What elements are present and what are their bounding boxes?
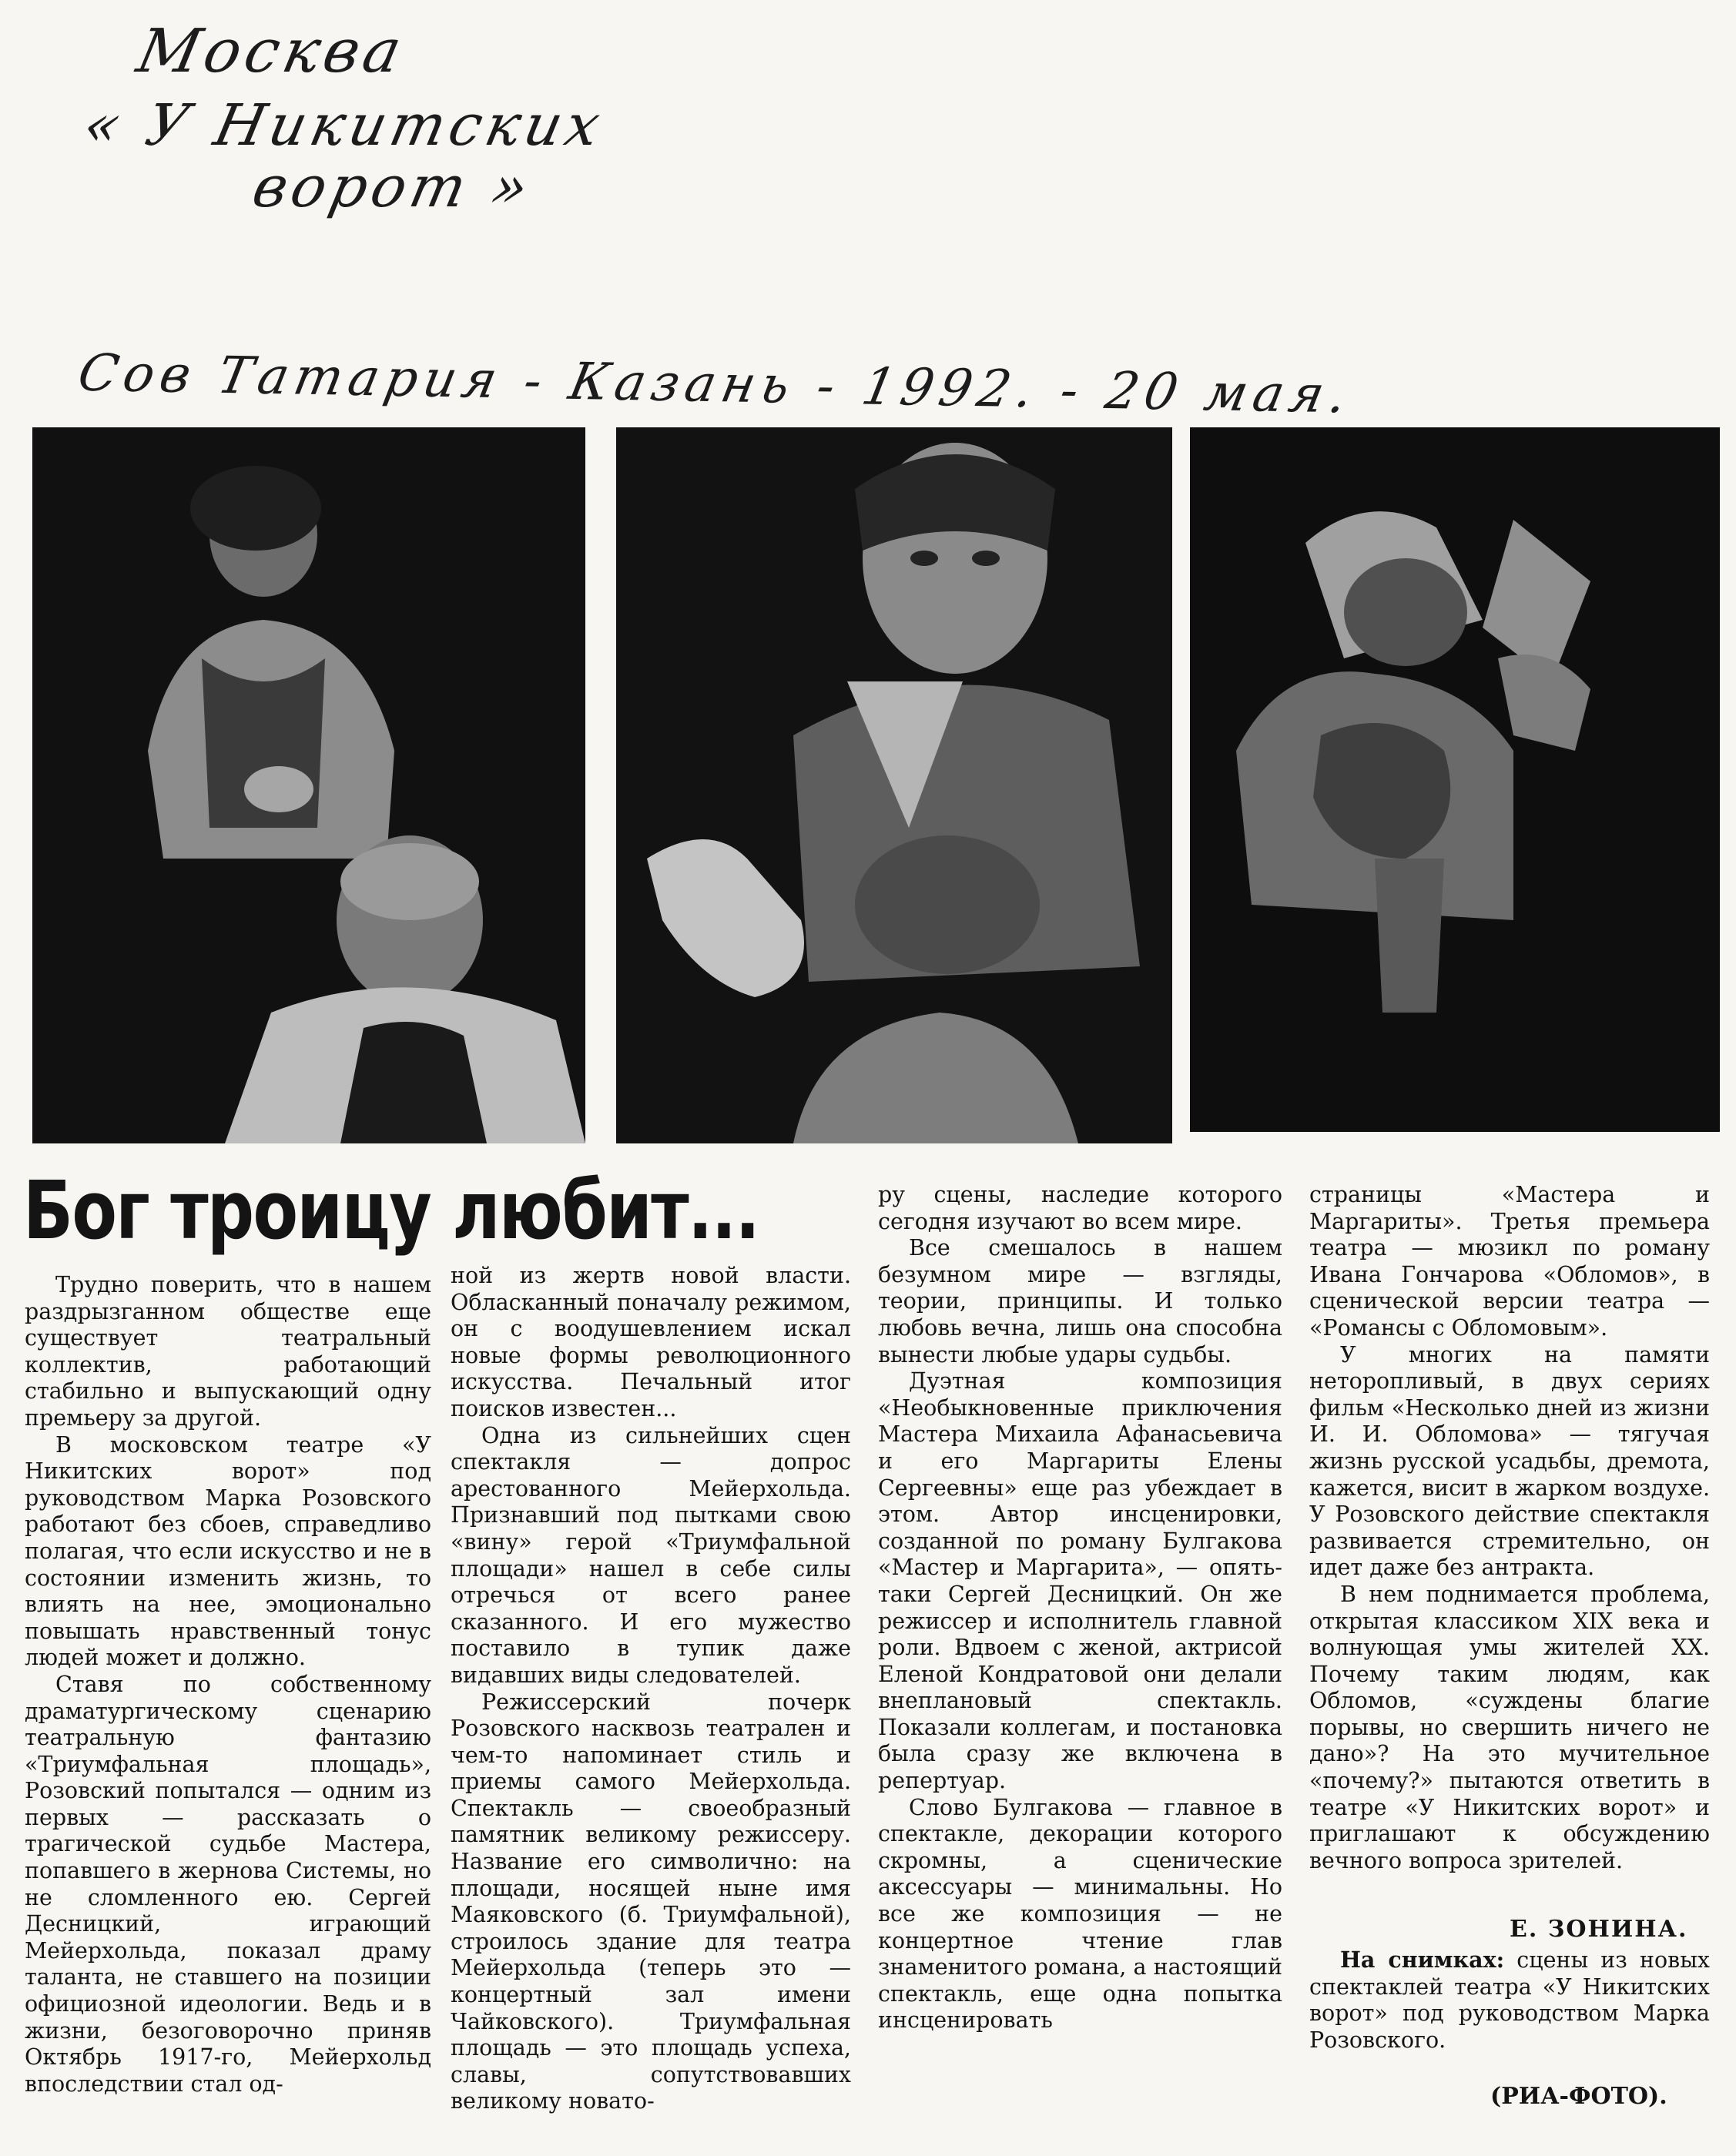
photo-caption [1309,1947,1710,2054]
article-column-2 [451,1263,851,2115]
handwritten-theatre-line2: ворот » [246,154,539,220]
paragraph: ной из жертв новой власти. Обласканный поначалу режимом, он с воодушевлением искал новые формы революционного искусства. Печальный итог поисков известен... [451,1263,851,1421]
paragraph: Одна из сильнейших сцен спектакля — допрос арестованного Мейерхольда. Признавший под пытками свою «вину» герой «Триумфальной площади» нашел в себе силы отречься от всего ранее сказанного. И его мужество поставило в тупик даже видавших виды следователей. [451,1422,851,1688]
paragraph: У многих на памяти неторопливый, в двух сериях фильм «Несколько дней из жизни И. И. Обломова» — тягучая жизнь русской усадьбы, дремота, кажется, висит в жарком воздухе. У Розовского действие спектакля развивается стремительно, он идет даже без антракта. [1309,1341,1710,1581]
photo-performer-close-up [616,427,1172,1143]
article-column-1 [25,1272,431,2097]
article-column-4 [1309,1182,1710,1874]
paragraph: ру сцены, наследие которого сегодня изучают во всем мире. [878,1182,1282,1234]
photo-actress-and-actor [32,427,585,1143]
paragraph: В нем поднимается проблема, открытая классиком XIX века и волнующая умы жителей XX. Почему таким людям, как Обломов, «суждены благие порывы, но свершить ничего не дано»? На это мучительное «почему?» пытаются ответить в театре «У Никитских ворот» и приглашают к обсуждению вечного вопроса зрителей. [1309,1581,1710,1873]
author-signature: Е. ЗОНИНА. [1510,1916,1688,1943]
handwritten-city: Москва [131,17,412,86]
caption-text: сцены из новых спектаклей театра «У Никитских ворот» под руководством Марка Розовского. [1309,1947,1710,2053]
paragraph: Трудно поверить, что в нашем раздрызганном обществе еще существует театральный коллектив, работающий стабильно и выпускающий одну премьеру за другой. [25,1272,431,1431]
caption-label: На снимках: [1340,1947,1505,1973]
paragraph: В московском театре «У Никитских ворот» под руководством Марка Розовского работают без сбоев, справедливо полагая, что если искусство и не в состоянии изменить жизнь, то влиять на нее, эмоционально повышать нравственный тонус людей может и должно. [25,1431,431,1671]
paragraph: Режиссерский почерк Розовского насквозь театрален и чем-то напоминает стиль и приемы самого Мейерхольда. Спектакль — своеобразный памятник великому режиссеру. Название его символично: на площади, носящей ныне имя Маяковского (б. Триумфальной), строилось здание для театра Мейерхольда (теперь это — концертный зал имени Чайковского). Триумфальная площадь — это площадь успеха, славы, сопутствовавших великому новато- [451,1689,851,2114]
paragraph: Все смешалось в нашем безумном мире — взгляды, теории, принципы. И только любовь вечна, лишь она способна вынести любые удары судьбы. [878,1235,1282,1368]
photo-stage-scene [1190,427,1720,1132]
article-column-3 [878,1182,1282,2034]
paragraph: Слово Булгакова — главное в спектакле, декорации которого скромны, а сценические аксессуары — минимальны. Но все же композиция — не концертное чтение глав знаменитого романа, а настоящий спектакль, еще одна попытка инсценировать [878,1794,1282,2034]
paragraph: Ставя по собственному драматургическому сценарию театральную фантазию «Триумфальная площадь», Розовский попытался — одним из первых — рассказать о трагической судьбе Мастера, попавшего в жернова Системы, но не сломленного ею. Сергей Десницкий, играющий Мейерхольда, показал драму таланта, не ставшего на позиции официозной идеологии. Ведь и в жизни, безоговорочно приняв Октябрь 1917-го, Мейерхольд впоследствии стал од- [25,1671,431,2097]
paragraph: Дуэтная композиция «Необыкновенные приключения Мастера Михаила Афанасьевича и его Маргариты Елены Сергеевны» еще раз убеждает в этом. Автор инсценировки, созданной по роману Булгакова «Мастер и Маргарита», — опять-таки Сергей Десницкий. Он же режиссер и исполнитель главной роли. Вдвоем с женой, актрисой Еленой Кондратовой они делали внеплановый спектакль. Показали коллегам, и постановка была сразу же включена в репертуар. [878,1368,1282,1794]
handwritten-source-note: Сов Татария - Казань - 1992. - 20 мая. [73,343,1358,425]
article-headline: Бог троицу любит... [23,1163,759,1257]
handwritten-theatre-line1: « У Никитских [77,92,611,159]
paragraph: страницы «Мастера и Маргариты». Третья премьера театра — мюзикл по роману Ивана Гончарова «Обломов», в сценической версии театра — «Романсы с Обломовым». [1309,1182,1710,1341]
photo-credit: (РИА-ФОТО). [1490,2083,1667,2110]
